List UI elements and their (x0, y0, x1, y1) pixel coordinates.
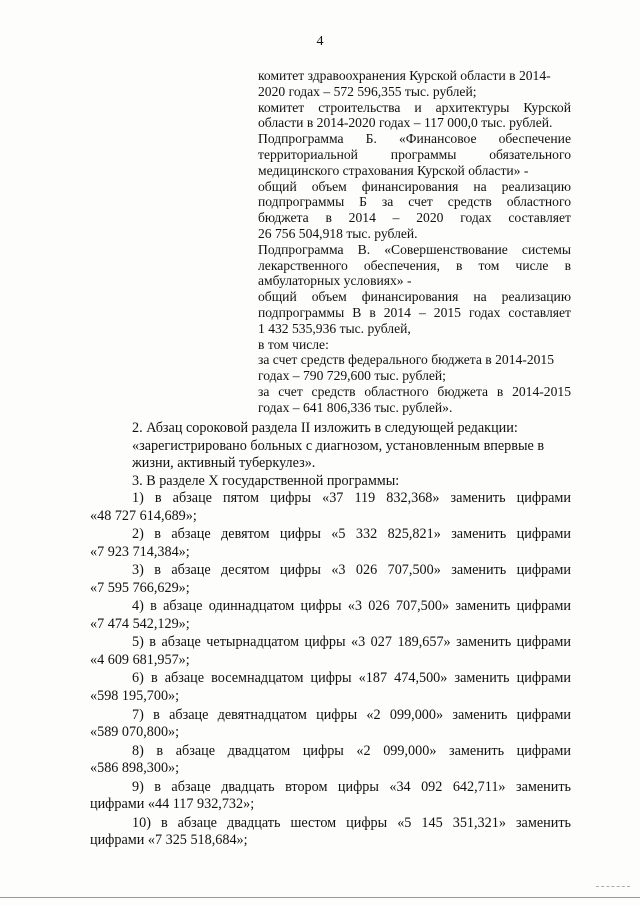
text-line: «4 609 681,957»; (90, 651, 190, 668)
text-line: за счет средств областного бюджета в 2014-2015 (258, 383, 571, 399)
text-line: 2) в абзаце девятом цифры «5 332 825,821» заменить цифрами (132, 526, 571, 543)
scan-artifact-dash (596, 886, 630, 888)
text-line: 7) в абзаце девятнадцатом цифры «2 099,000» заменить цифрами (132, 706, 571, 723)
text-line: за счет средств федерального бюджета в 2014-2015 (258, 352, 555, 368)
text-line: 3. В разделе X государственной программы: (132, 472, 400, 489)
text-line: комитет здравоохранения Курской области в 2014- (258, 68, 551, 83)
text-line: цифрами «44 117 932,732»; (90, 796, 255, 813)
text-line: 4) в абзаце одиннадцатом цифры «3 026 707,500» заменить цифрами (132, 598, 571, 615)
text-line: 2020 годах – 572 596,355 тыс. рублей; (258, 83, 477, 99)
text-line: Подпрограмма В. «Совершенствование системы (258, 241, 571, 257)
text-line: 2. Абзац сороковой раздела II изложить в следующей редакции: (132, 420, 518, 436)
text-line: 5) в абзаце четырнадцатом цифры «3 027 189,657» заменить цифрами (132, 634, 571, 651)
text-line: «586 898,300»; (90, 760, 180, 777)
text-line: годах – 790 729,600 тыс. рублей; (258, 368, 446, 384)
text-line: территориальной программы обязательного (258, 146, 571, 162)
text-line: 8) в абзаце двадцатом цифры «2 099,000» заменить цифрами (132, 742, 571, 759)
text-line: бюджета в 2014 – 2020 годах составляет (258, 210, 571, 226)
text-line: «7 474 542,129»; (90, 615, 190, 632)
text-line: области в 2014-2020 годах – 117 000,0 тыс. рублей. (258, 115, 553, 131)
text-line: 3) в абзаце десятом цифры «3 026 707,500» заменить цифрами (132, 562, 571, 579)
amendments-block (90, 420, 571, 850)
text-line: годах – 641 806,336 тыс. рублей». (258, 399, 453, 415)
scan-bottom-edge (0, 897, 640, 898)
text-line: 1 432 535,936 тыс. рублей, (258, 320, 411, 336)
text-line: цифрами «7 325 518,684»; (90, 832, 248, 849)
text-line: «589 070,800»; (90, 724, 180, 741)
text-line: «7 923 714,384»; (90, 543, 190, 560)
page-number: 4 (316, 34, 324, 49)
text-line: подпрограммы Б за счет средств областного (258, 194, 571, 210)
text-line: «зарегистрировано больных с диагнозом, установленным впервые в (132, 437, 545, 454)
text-line: подпрограммы В в 2014 – 2015 годах составляет (258, 304, 571, 320)
text-line: 1) в абзаце пятом цифры «37 119 832,368» заменить цифрами (132, 490, 571, 506)
text-line: амбулаторных условиях» - (258, 273, 412, 289)
text-line: 26 756 504,918 тыс. рублей. (258, 225, 418, 241)
text-line: лекарственного обеспечения, в том числе в (258, 257, 571, 273)
text-line: жизни, активный туберкулез». (132, 455, 316, 471)
text-line: «7 595 766,629»; (90, 579, 190, 596)
text-line: 6) в абзаце восемнадцатом цифры «187 474,500» заменить цифрами (132, 670, 571, 687)
text-line: общий объем финансирования на реализацию (258, 289, 571, 305)
text-line: общий объем финансирования на реализацию (258, 178, 571, 194)
text-line: медицинского страхования Курской области» - (258, 162, 529, 178)
text-line: в том числе: (258, 336, 329, 352)
text-line: «598 195,700»; (90, 687, 180, 704)
text-line: 9) в абзаце двадцать втором цифры «34 092 642,711» заменить (132, 778, 571, 795)
budget-details-block (258, 68, 571, 416)
text-line: Подпрограмма Б. «Финансовое обеспечение (258, 131, 571, 147)
text-line: «48 727 614,689»; (90, 507, 197, 524)
text-line: комитет строительства и архитектуры Курской (258, 99, 571, 115)
text-line: 10) в абзаце двадцать шестом цифры «5 145 351,321» заменить (132, 814, 571, 831)
